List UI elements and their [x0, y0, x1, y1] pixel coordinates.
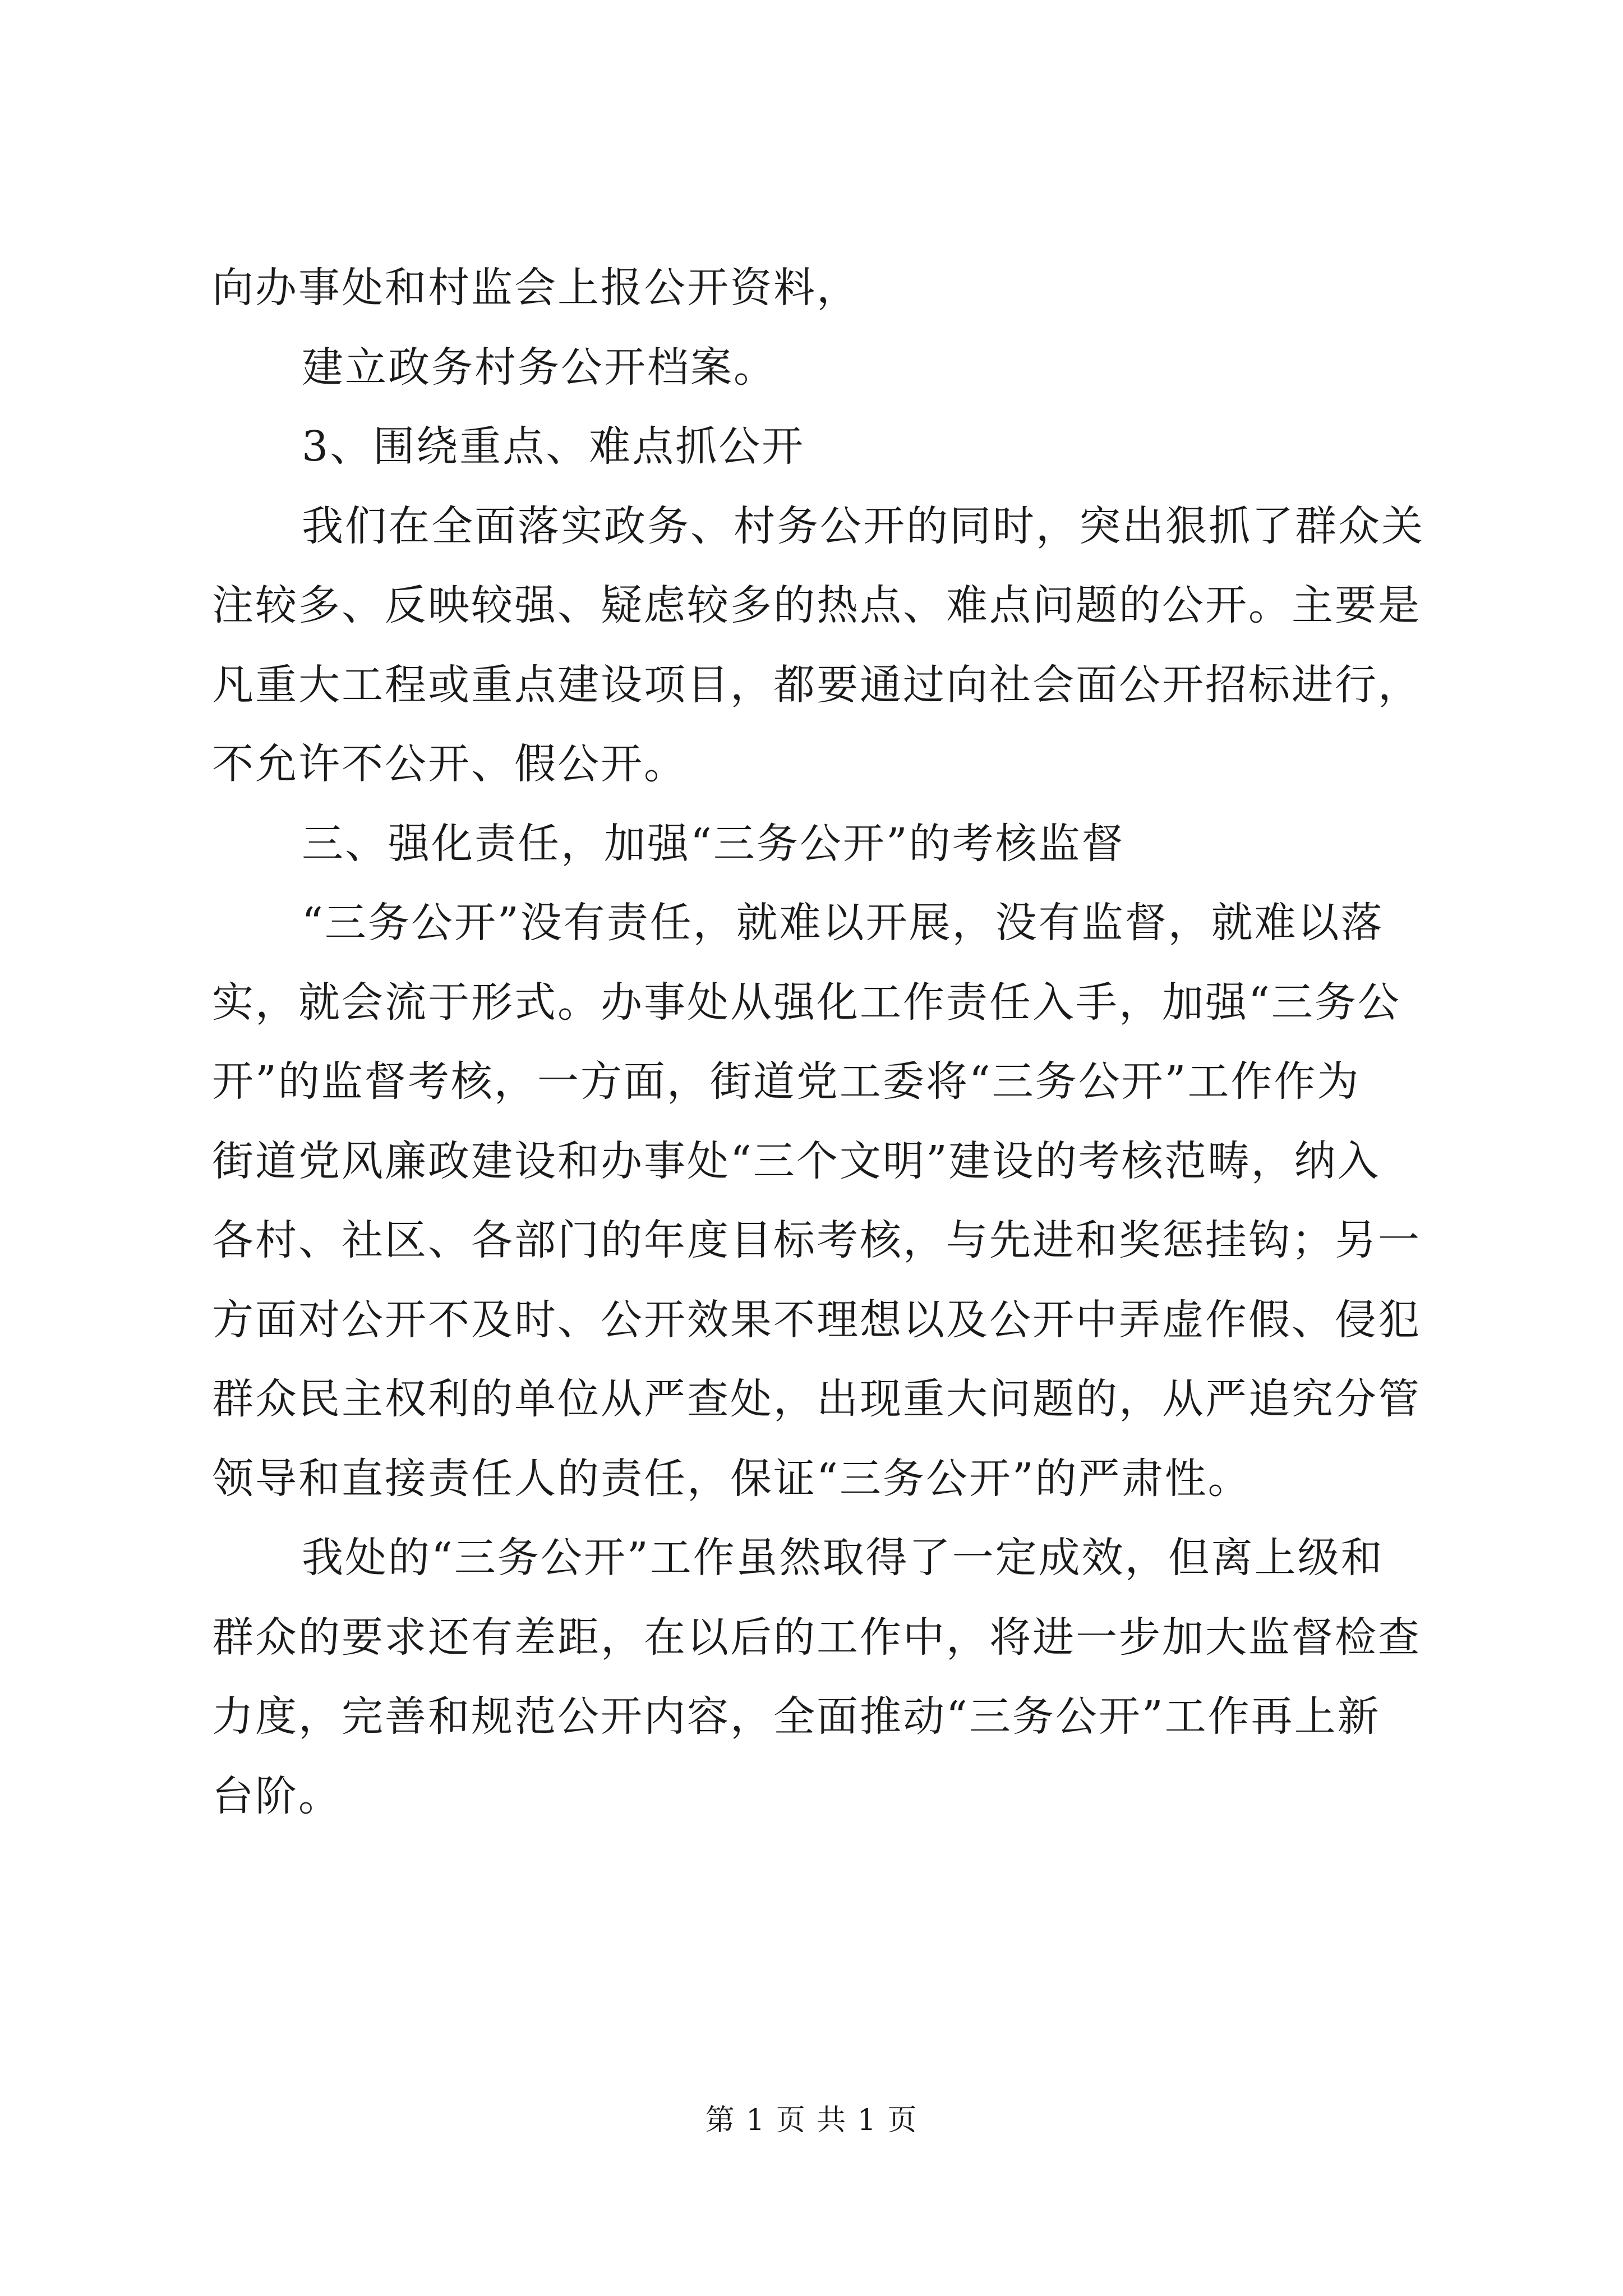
paragraph-line: 凡重大工程或重点建设项目，都要通过向社会面公开招标进行， [212, 660, 1421, 709]
paragraph-line: 群众民主权利的单位从严查处，出现重大问题的，从严追究分管 [212, 1375, 1421, 1423]
paragraph-line: 注较多、反映较强、疑虑较多的热点、难点问题的公开。主要是 [212, 581, 1421, 629]
section-heading: 3、围绕重点、难点抓公开 [302, 422, 805, 471]
paragraph-line: 群众的要求还有差距，在以后的工作中，将进一步加大监督检查 [212, 1613, 1421, 1662]
paragraph-line: 各村、社区、各部门的年度目标考核，与先进和奖惩挂钩；另一 [212, 1216, 1421, 1264]
paragraph-line: 实，就会流于形式。办事处从强化工作责任入手，加强“三务公 [212, 978, 1401, 1027]
body-line: 向办事处和村监会上报公开资料， [212, 264, 860, 312]
paragraph-line: 我处的“三务公开”工作虽然取得了一定成效，但离上级和 [302, 1534, 1384, 1582]
paragraph-line: 台阶。 [212, 1772, 342, 1820]
paragraph-line: 方面对公开不及时、公开效果不理想以及公开中弄虚作假、侵犯 [212, 1295, 1421, 1344]
body-line: 建立政务村务公开档案。 [302, 343, 777, 392]
paragraph-line: 领导和直接责任人的责任，保证“三务公开”的严肃性。 [212, 1454, 1251, 1503]
paragraph-line: “三务公开”没有责任，就难以开展，没有监督，就难以落 [302, 899, 1384, 947]
section-heading: 三、强化责任，加强“三务公开”的考核监督 [302, 819, 1125, 868]
paragraph-line: 街道党风廉政建设和办事处“三个文明”建设的考核范畴，纳入 [212, 1137, 1381, 1185]
paragraph-line: 开”的监督考核，一方面，街道党工委将“三务公开”工作作为 [212, 1057, 1361, 1106]
paragraph-line: 力度，完善和规范公开内容，全面推动“三务公开”工作再上新 [212, 1692, 1381, 1741]
paragraph-line: 不允许不公开、假公开。 [212, 740, 687, 788]
page-number-footer: 第 1 页 共 1 页 [705, 2104, 918, 2137]
paragraph-line: 我们在全面落实政务、村务公开的同时，突出狠抓了群众关 [302, 501, 1424, 550]
document-body [212, 249, 1435, 1836]
